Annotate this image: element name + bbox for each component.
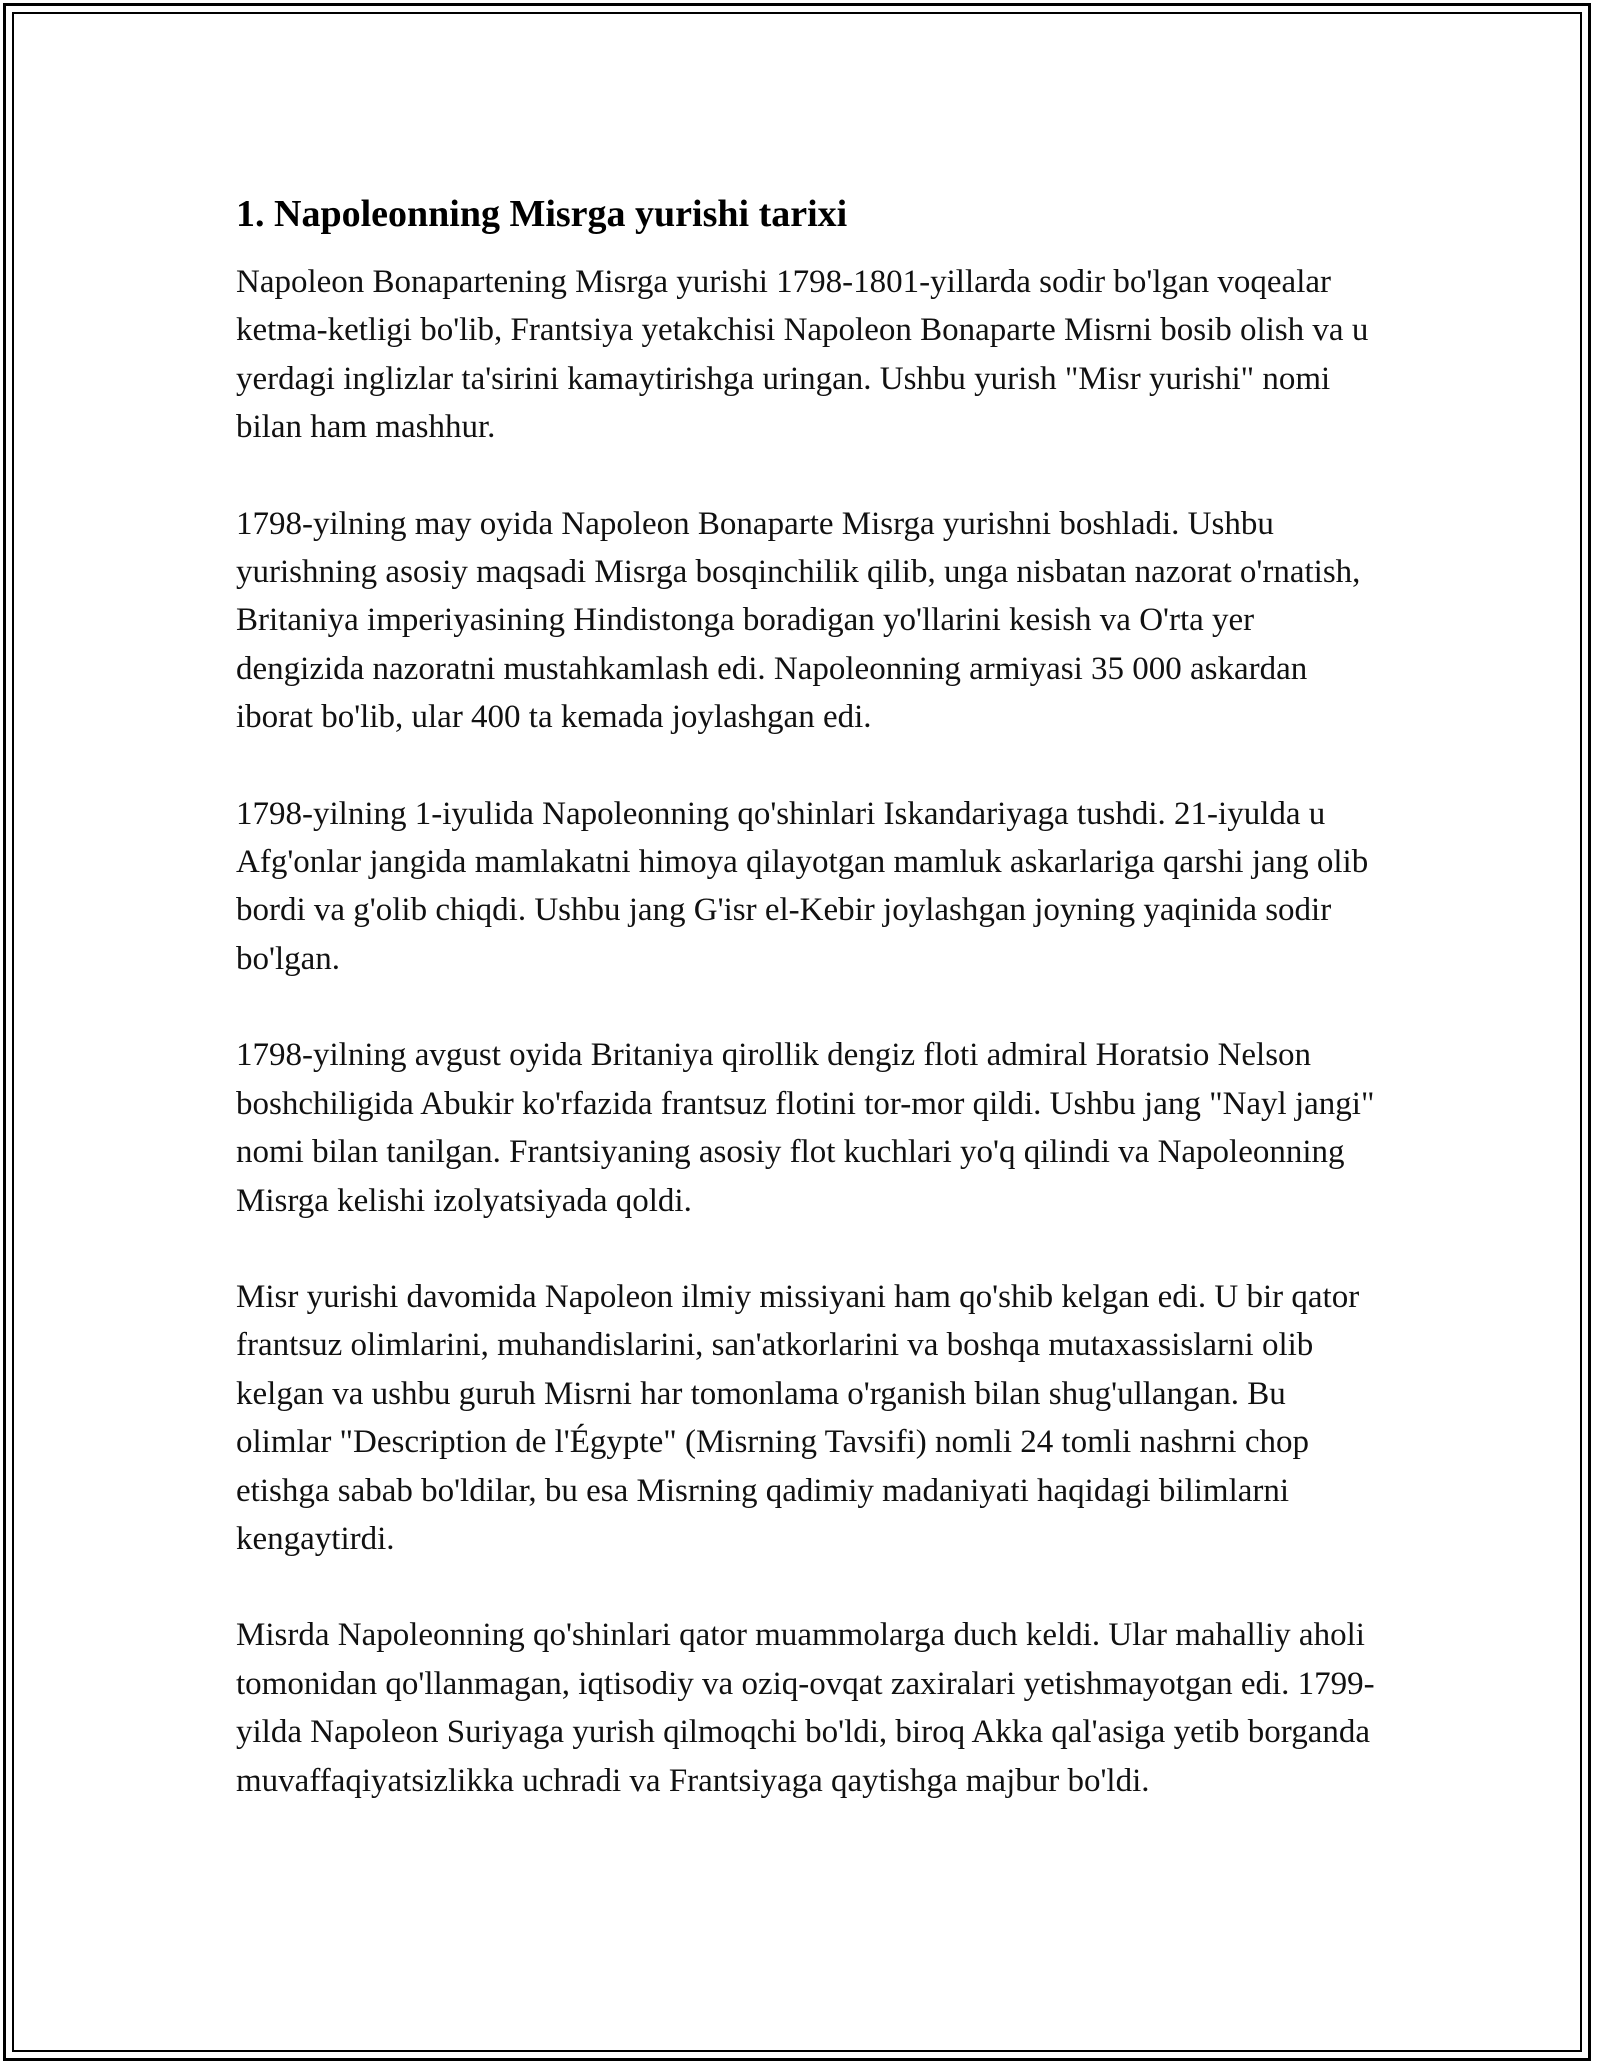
paragraph-4: 1798-yilning avgust oyida Britaniya qirollik dengiz floti admiral Horatsio Nelson boshchiligida Abukir ko'rfazida frantsuz flotini tor-mor qildi. Ushbu jang "Nayl jangi" nomi bilan tanilgan. Frantsiyaning asosiy flot kuchlari yo'q qilindi va Napoleonning Misrga kelishi izolyatsiyada qoldi.: [236, 1037, 1375, 1219]
document-body: [236, 188, 1376, 1853]
section-heading: 1. Napoleonning Misrga yurishi tarixi: [236, 193, 848, 235]
paragraph-6: Misrda Napoleonning qo'shinlari qator muammolarga duch keldi. Ular mahalliy aholi tomonidan qo'llanmagan, iqtisodiy va oziq-ovqat zaxiralari yetishmayotgan edi. 1799-yilda Napoleon Suriyaga yurish qilmoqchi bo'ldi, biroq Akka qal'asiga yetib borganda muvaffaqiyatsizlikka uchradi va Frantsiyaga qaytishga majbur bo'ldi.: [236, 1617, 1375, 1799]
paragraph-3: 1798-yilning 1-iyulida Napoleonning qo'shinlari Iskandariyaga tushdi. 21-iyulda u Afg'onlar jangida mamlakatni himoya qilayotgan mamluk askarlariga qarshi jang olib bordi va g'olib chiqdi. Ushbu jang G'isr el-Kebir joylashgan joyning yaqinida sodir bo'lgan.: [236, 795, 1369, 977]
paragraph-5: Misr yurishi davomida Napoleon ilmiy missiyani ham qo'shib kelgan edi. U bir qator frantsuz olimlarini, muhandislarini, san'atkorlarini va boshqa mutaxassislarni olib kelgan va ushbu guruh Misrni har tomonlama o'rganish bilan shug'ullangan. Bu olimlar "Description de l'Égypte" (Misrning Tavsifi) nomli 24 tomli nashrni chop etishga sabab bo'ldilar, bu esa Misrning qadimiy madaniyati haqidagi bilimlarni kengaytirdi.: [236, 1278, 1360, 1557]
paragraph-1: Napoleon Bonapartening Misrga yurishi 1798-1801-yillarda sodir bo'lgan voqealar ketma-ketligi bo'lib, Frantsiya yetakchisi Napoleon Bonaparte Misrni bosib olish va u yerdagi inglizlar ta'sirini kamaytirishga uringan. Ushbu yurish "Misr yurishi" nomi bilan ham mashhur.: [236, 264, 1369, 446]
paragraph-2: 1798-yilning may oyida Napoleon Bonaparte Misrga yurishni boshladi. Ushbu yurishning asosiy maqsadi Misrga bosqinchilik qilib, unga nisbatan nazorat o'rnatish, Britaniya imperiyasining Hindistonga boradigan yo'llarini kesish va O'rta yer dengizida nazoratni mustahkamlash edi. Napoleonning armiyasi 35 000 askardan iborat bo'lib, ular 400 ta kemada joylashgan edi.: [236, 505, 1361, 736]
